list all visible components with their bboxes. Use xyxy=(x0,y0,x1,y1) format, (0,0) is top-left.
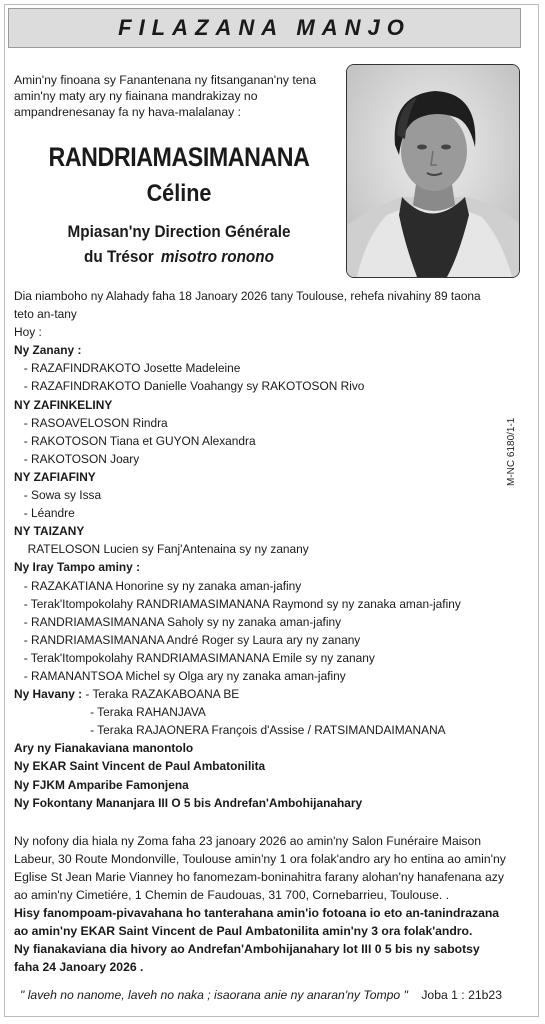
family-member: RATELOSON Lucien sy Fanj'Antenaina sy ny zanany xyxy=(27,542,309,557)
quote-text: " laveh no nanome, laveh no naka ; isaorana anie ny anaran'ny Tompo " xyxy=(20,988,408,1002)
family-member: - RAKOTOSON Joary xyxy=(23,451,140,466)
family-member: - RANDRIAMASIMANANA Saholy sy ny zanaka aman-jafiny xyxy=(23,614,342,629)
intro-text: Amin'ny finoana sy Fanantenana ny fitsanganan'ny tena amin'ny maty ary ny fiainana mandrakizay no ampandrenesanay fa ny hava-malalanay : xyxy=(14,73,317,119)
closing-line: Ny EKAR Saint Vincent de Paul Ambatonilita xyxy=(14,759,266,774)
havany-label: Ny Havany : xyxy=(14,687,83,702)
deceased-role-line1: Mpiasan'ny Direction Générale xyxy=(67,222,291,241)
family-member: - Sowa sy Issa xyxy=(23,488,102,503)
havany-block xyxy=(14,685,516,739)
family-member: - Terak'Itompokolahy RANDRIAMASIMANANA Raymond sy ny zanaka aman-jafiny xyxy=(23,596,461,611)
paragraph-line: ao amin'ny EKAR Saint Vincent de Paul Ambatonilita amin'ny 3 ora folak'andro. xyxy=(14,924,473,938)
role-line2-text: du Trésor xyxy=(84,247,154,266)
family-group-heading: Ny Iray Tampo aminy : xyxy=(14,560,141,575)
havany-item: - Teraka RAHANJAVA xyxy=(90,705,206,720)
paragraph-line: Eglise St Jean Marie Vianney ho fanomezam-boninahitra farany alohan'ny hanafenana azy xyxy=(14,870,504,884)
family-member: - RAMANANTSOA Michel sy Olga ary ny zanaka aman-jafiny xyxy=(23,668,346,683)
funeral-paragraph xyxy=(14,832,522,976)
paragraph-line: Labeur, 30 Route Mondonville, Toulouse amin'ny 1 ora folak'andro ary ho entina ao amin'ny xyxy=(14,852,506,866)
family-member: - Léandre xyxy=(23,506,75,521)
deceased-role-line2 xyxy=(31,247,328,267)
deceased-surname: RANDRIAMASIMANANA xyxy=(48,142,310,172)
notice-banner xyxy=(8,8,521,48)
paragraph-line: faha 24 Janoary 2026 . xyxy=(14,960,144,974)
deceased-firstname: Céline xyxy=(146,180,212,207)
role-note: misotro ronono xyxy=(160,247,274,266)
family-member: - RAZAKATIANA Honorine sy ny zanaka aman-jafiny xyxy=(23,578,302,593)
paragraph-line: Ny nofony dia hiala ny Zoma faha 23 janoary 2026 ao amin'ny Salon Funéraire Maison xyxy=(14,834,482,848)
family-group-heading: NY ZAFIAFINY xyxy=(14,469,96,484)
paragraph-line: Hisy fanompoam-pivavahana ho tanterahana amin'io fotoana io eto an-tanindrazana xyxy=(14,906,500,920)
closing-line: Ny FJKM Amparibe Famonjena xyxy=(14,777,189,792)
family-group-heading: NY ZAFINKELINY xyxy=(14,397,113,412)
family-member: Hoy : xyxy=(14,325,42,340)
quote-reference: Joba 1 : 21b23 xyxy=(421,988,502,1002)
paragraph-line: ao amin'ny Cimetiére, 1 Chemin de Faudouas, 31 700, Cornebarrieu, Toulouse. . xyxy=(14,888,450,902)
family-member: - RAZAFINDRAKOTO Josette Madeleine xyxy=(23,361,241,376)
family-member: - Terak'Itompokolahy RANDRIAMASIMANANA Emile sy ny zanany xyxy=(23,650,375,665)
closing-quote xyxy=(20,988,520,1002)
family-list xyxy=(14,323,516,685)
side-code-wrapper xyxy=(506,417,518,586)
portrait-image xyxy=(347,65,519,277)
banner-title: FILAZANA MANJO xyxy=(118,15,411,40)
family-group-heading: Ny Zanany : xyxy=(14,343,82,358)
announcement-line: teto an-tany xyxy=(14,307,77,322)
paragraph-line: Ny fianakaviana dia hivory ao Andrefan'Ambohijanahary lot III 0 5 bis ny sabotsy xyxy=(14,942,480,956)
notice-body xyxy=(14,287,516,812)
havany-item: - Teraka RAZAKABOANA BE xyxy=(85,687,240,702)
side-code: M-NC 6180/1-1 xyxy=(506,417,517,486)
deceased-portrait xyxy=(346,64,520,278)
family-member: - RAZAFINDRAKOTO Danielle Voahangy sy RAKOTOSON Rivo xyxy=(23,379,365,394)
family-group-heading: NY TAIZANY xyxy=(14,524,85,539)
havany-item: - Teraka RAJAONERA François d'Assise / RATSIMANDAIMANANA xyxy=(90,723,446,738)
closing-line: Ary ny Fianakaviana manontolo xyxy=(14,741,194,756)
family-member: - RAKOTOSON Tiana et GUYON Alexandra xyxy=(23,433,256,448)
announcement-line: Dia niamboho ny Alahady faha 18 Janoary 2026 tany Toulouse, rehefa nivahiny 89 taona xyxy=(14,289,481,303)
family-member: - RASOAVELOSON Rindra xyxy=(23,415,168,430)
family-member: - RANDRIAMASIMANANA André Roger sy Laura ary ny zanany xyxy=(23,632,361,647)
closing-line: Ny Fokontany Mananjara III O 5 bis Andrefan'Ambohijanahary xyxy=(14,795,363,810)
